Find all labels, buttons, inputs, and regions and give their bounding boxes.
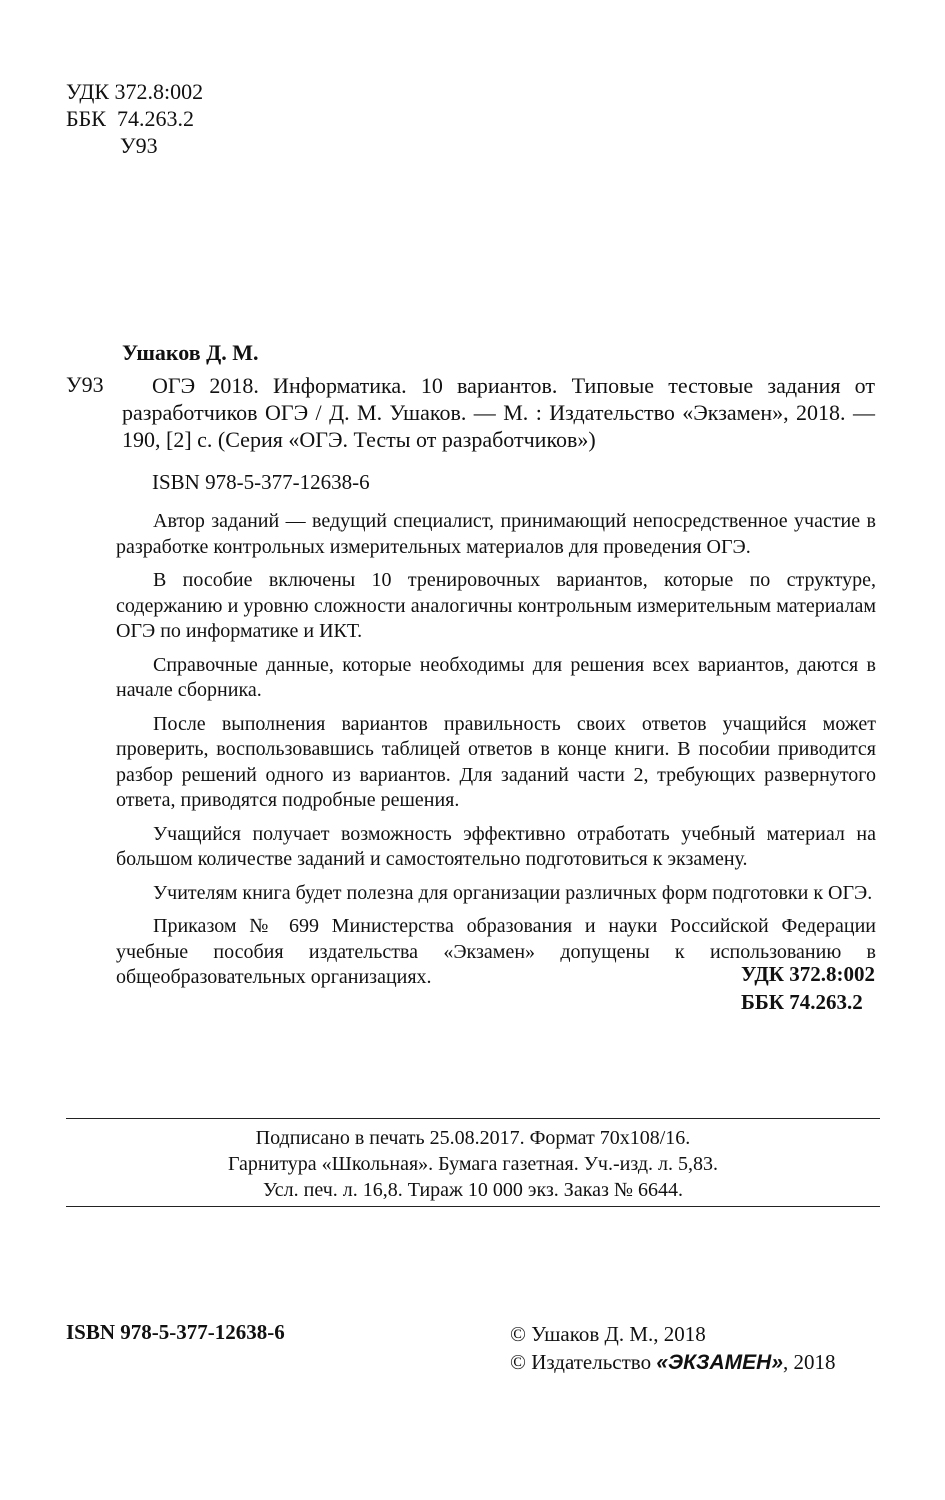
abstract-paragraph: Учителям книга будет полезна для организации различных форм подготовки к ОГЭ. — [153, 881, 873, 904]
print-info-line: Усл. печ. л. 16,8. Тираж 10 000 экз. Заказ № 6644. — [263, 1179, 683, 1201]
abstract-paragraph: Справочные данные, которые необходимы для решения всех вариантов, даются в начале сборника. — [116, 653, 876, 701]
copyright-publisher — [510, 1348, 836, 1377]
bibliography-description: ОГЭ 2018. Информатика. 10 вариантов. Типовые тестовые задания от разработчиков ОГЭ / Д. М. Ушаков. — М. : Издательство «Экзамен», 2018. — 190, [2] с. (Серия «ОГЭ. Тесты от разработчиков») — [122, 373, 875, 452]
bbk-code-bottom: ББК 74.263.2 — [741, 990, 863, 1014]
abstract-paragraph: Приказом № 699 Министерства образования и науки Российской Федерации учебные пособия издательства «Экзамен» допущены к использованию в общеобразовательных организациях. — [116, 915, 876, 988]
classification-codes — [66, 78, 203, 159]
copyright-author: © Ушаков Д. М., 2018 — [510, 1322, 706, 1346]
copyright — [510, 1320, 836, 1377]
author-code: У93 — [120, 133, 158, 158]
abstract-paragraph: В пособие включены 10 тренировочных вариантов, которые по структуре, содержанию и уровню сложности аналогичны контрольным измерительным материалам ОГЭ по информатике и ИКТ. — [116, 569, 876, 642]
abstract-paragraph: Учащийся получает возможность эффективно отработать учебный материал на большом количестве заданий и самостоятельно подготовиться к экзамену. — [116, 822, 876, 870]
bibliography-isbn: ISBN 978-5-377-12638-6 — [152, 470, 370, 494]
print-info-line: Гарнитура «Школьная». Бумага газетная. Уч.-изд. л. 5,83. — [227, 1153, 719, 1175]
divider-top — [66, 1118, 880, 1119]
print-info — [66, 1125, 880, 1203]
bibliography-author: Ушаков Д. М. — [122, 340, 259, 365]
copyright-publisher-suffix: , 2018 — [783, 1350, 836, 1374]
divider-bottom — [66, 1206, 880, 1207]
abstract-paragraph: После выполнения вариантов правильность своих ответов учащийся может проверить, воспользовавшись таблицей ответов в конце книги. В пособии приводится разбор решений одного из вариантов. Для заданий части 2, требующих развернутого ответа, приводятся подробные решения. — [116, 712, 876, 811]
udk-code-bottom: УДК 372.8:002 — [741, 962, 875, 986]
abstract-paragraph: Автор заданий — ведущий специалист, принимающий непосредственное участие в разработке контрольных измерительных материалов для проведения ОГЭ. — [116, 510, 876, 558]
classification-codes-bottom — [741, 960, 875, 1016]
bbk-code: ББК 74.263.2 — [66, 106, 194, 131]
print-info-line: Подписано в печать 25.08.2017. Формат 70x108/16. — [255, 1127, 691, 1149]
footer-isbn: ISBN 978-5-377-12638-6 — [66, 1320, 285, 1344]
abstract — [116, 509, 876, 999]
udk-code: УДК 372.8:002 — [66, 79, 204, 104]
copyright-publisher-prefix: © Издательство — [510, 1350, 657, 1374]
publisher-brand: «ЭКЗАМЕН» — [656, 1351, 784, 1374]
bibliography-code: У93 — [66, 372, 104, 397]
